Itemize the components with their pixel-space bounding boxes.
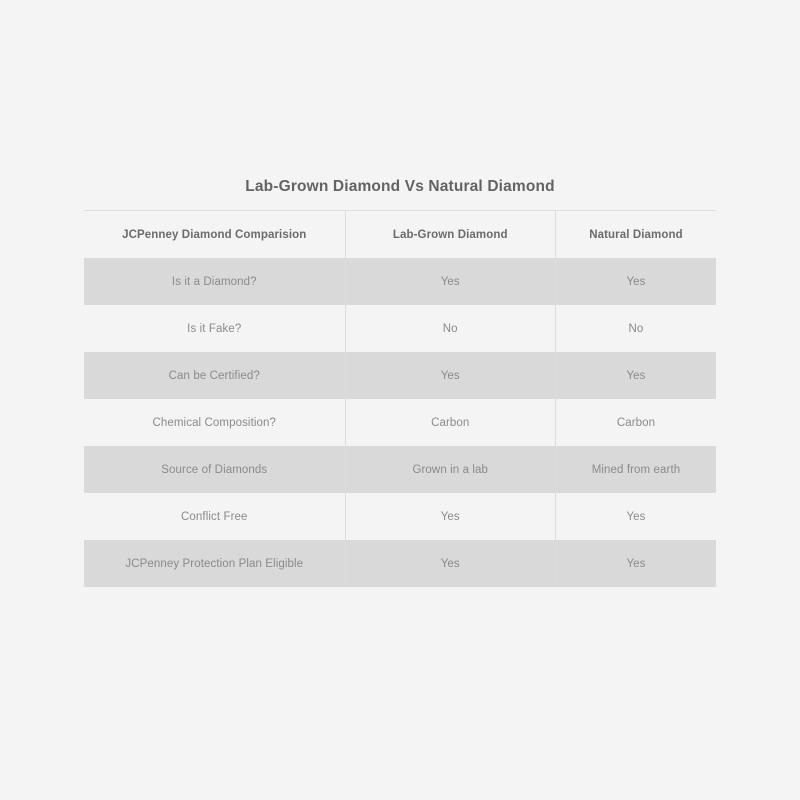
row-natural-value: Carbon [555, 399, 716, 446]
table-row [84, 446, 716, 493]
row-feature-label: Source of Diamonds [84, 446, 345, 493]
row-lab-grown-value: Yes [345, 258, 555, 305]
row-lab-grown-value: Yes [345, 493, 555, 540]
column-header-feature: JCPenney Diamond Comparision [122, 228, 307, 241]
row-lab-grown-value: Yes [345, 352, 555, 399]
table-header [84, 211, 716, 258]
table-body [84, 258, 716, 587]
row-feature-label: Is it Fake? [187, 322, 242, 335]
row-lab-grown-value: Yes [345, 540, 555, 587]
table-row [84, 305, 716, 352]
row-natural-value: Mined from earth [555, 446, 716, 493]
column-header-lab-grown: Lab-Grown Diamond [345, 211, 555, 258]
row-natural-value: Yes [555, 258, 716, 305]
column-header-natural: Natural Diamond [555, 211, 716, 258]
table-row [84, 258, 716, 305]
row-natural-value: Yes [555, 540, 716, 587]
row-lab-grown-value: Carbon [345, 399, 555, 446]
table-row [84, 540, 716, 587]
page-title: Lab-Grown Diamond Vs Natural Diamond [84, 178, 716, 211]
row-feature-label: Is it a Diamond? [84, 258, 345, 305]
row-natural-value: Yes [555, 493, 716, 540]
row-natural-value: Yes [555, 352, 716, 399]
table-row [84, 493, 716, 540]
table-row [84, 399, 716, 446]
row-lab-grown-value: Grown in a lab [345, 446, 555, 493]
row-feature-label: Can be Certified? [84, 352, 345, 399]
table-row [84, 352, 716, 399]
comparison-table [84, 211, 716, 587]
row-natural-value: No [555, 305, 716, 352]
row-feature-label: Conflict Free [181, 510, 248, 523]
row-feature-label: Chemical Composition? [152, 416, 277, 429]
row-feature-label: JCPenney Protection Plan Eligible [84, 540, 345, 587]
row-lab-grown-value: No [345, 305, 555, 352]
table-header-row [84, 211, 716, 258]
comparison-container [84, 178, 716, 587]
